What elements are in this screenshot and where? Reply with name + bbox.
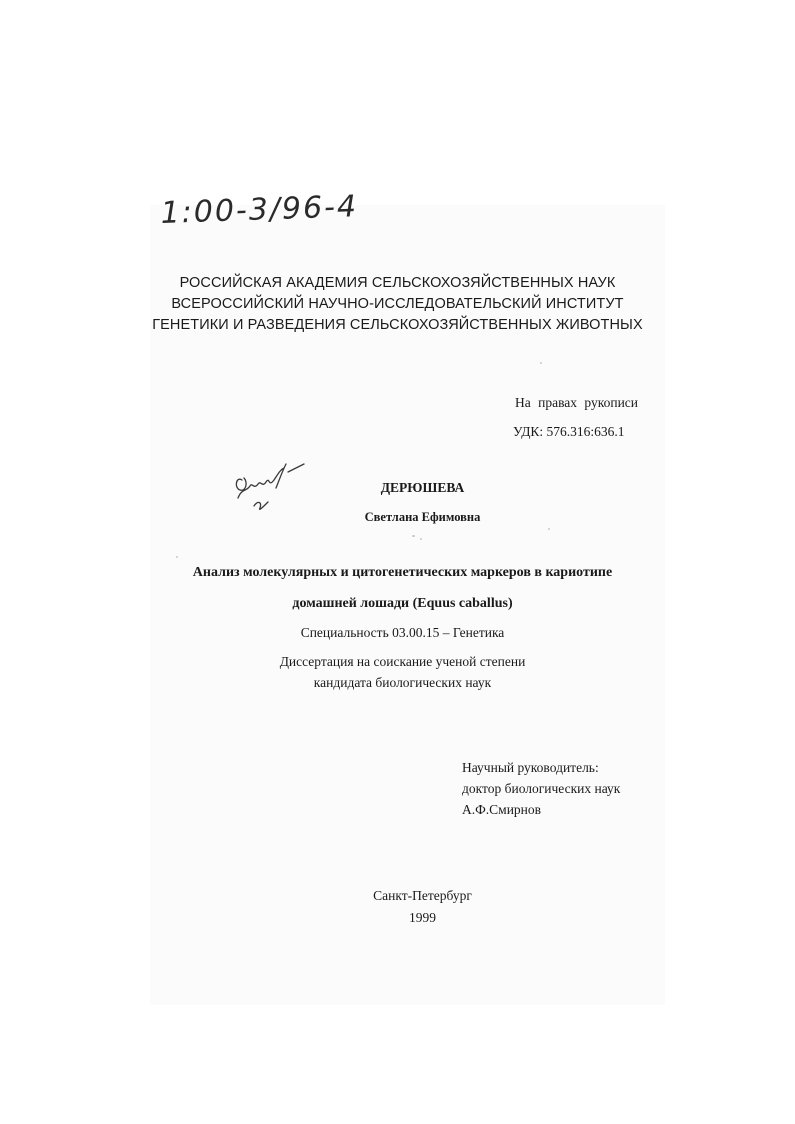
city: Санкт-Петербург [373, 888, 472, 903]
author-given-names: Светлана Ефимовна [364, 510, 481, 524]
institution-line-2: ВСЕРОССИЙСКИЙ НАУЧНО-ИССЛЕДОВАТЕЛЬСКИЙ ИНСТИТУТ [171, 296, 624, 312]
institution-line-1: РОССИЙСКАЯ АКАДЕМИЯ СЕЛЬСКОХОЗЯЙСТВЕННЫХ НАУК [179, 275, 616, 291]
advisor-name: А.Ф.Смирнов [462, 802, 542, 817]
advisor-degree: доктор биологических наук [462, 781, 621, 796]
udc-code: УДК: 576.316:636.1 [513, 424, 625, 439]
year: 1999 [409, 910, 436, 925]
scan-speck [548, 528, 550, 530]
institution-line-3: ГЕНЕТИКИ И РАЗВЕДЕНИЯ СЕЛЬСКОХОЗЯЙСТВЕННЫХ ЖИВОТНЫХ [152, 317, 643, 333]
scan-speck [420, 538, 422, 540]
thesis-title-line-1: Анализ молекулярных и цитогенетических маркеров в кариотипе [192, 565, 613, 580]
author-surname: ДЕРЮШЕВА [380, 480, 465, 495]
degree-line-1: Диссертация на соискание ученой степени [279, 654, 526, 669]
specialty: Специальность 03.00.15 – Генетика [300, 625, 505, 640]
thesis-title-line-2: домашней лошади (Equus caballus) [292, 596, 513, 611]
scan-speck [176, 556, 178, 558]
degree-line-2: кандидата биологических наук [313, 675, 492, 690]
scan-speck [412, 535, 415, 537]
manuscript-rights: На правах рукописи [515, 395, 639, 410]
advisor-label: Научный руководитель: [462, 760, 599, 775]
catalog-number: 1:00-3/96-4 [160, 189, 359, 231]
scan-speck [540, 362, 542, 364]
